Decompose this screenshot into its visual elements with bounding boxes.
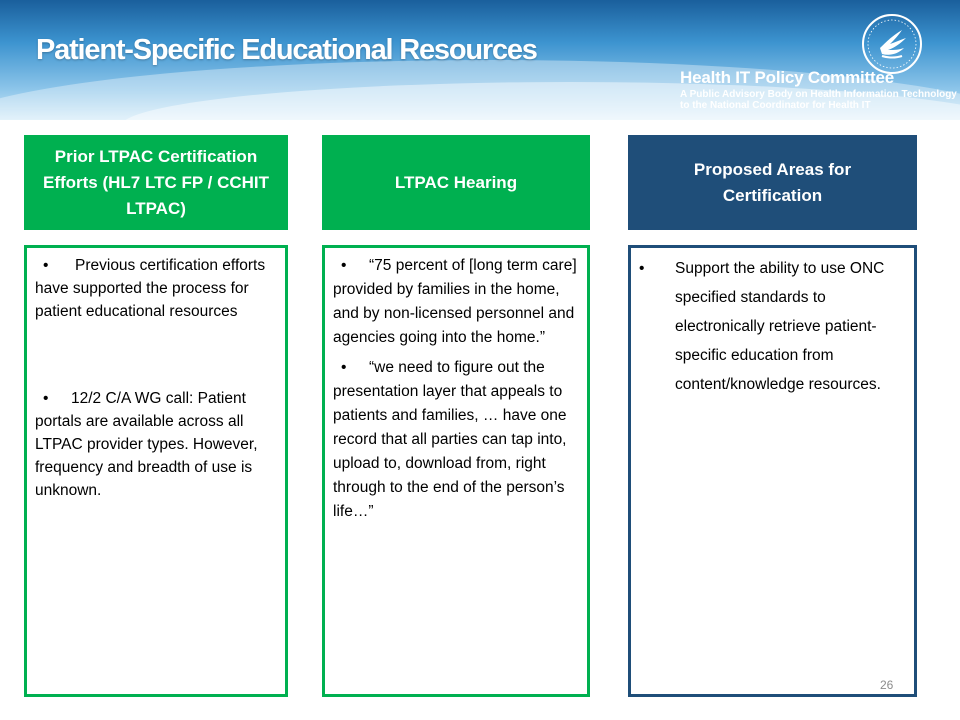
column-header-label: LTPAC Hearing xyxy=(394,172,518,192)
bullet-text: Support the ability to use ONC specified standards to electronically retrieve patient-specific education from content/knowledge resources. xyxy=(675,260,885,393)
bullet-dot-icon: • xyxy=(341,257,347,274)
bullet-list xyxy=(631,248,914,399)
bullet-item xyxy=(333,356,579,524)
bullet-item xyxy=(333,254,579,350)
bullet-item xyxy=(35,254,277,323)
column-body-prior-certification xyxy=(24,245,288,697)
column-header-label: Prior LTPAC Certification Efforts (HL7 LTC FP / CCHIT LTPAC) xyxy=(42,146,270,218)
header-banner xyxy=(0,0,960,120)
bullet-text: “we need to figure out the presentation layer that appeals to patients and families, … have one record that all parties can tap into, upload to, download from, right through to the end of the person’s life…” xyxy=(333,359,567,520)
column-header-proposed-areas xyxy=(628,135,917,230)
hitpc-logo xyxy=(630,12,955,116)
bullet-text: “75 percent of [long term care] provided by families in the home, and by non-licensed personnel and agencies going into the home.” xyxy=(333,257,577,346)
bullet-dot-icon: • xyxy=(639,260,645,277)
hhs-eagle-seal-icon xyxy=(860,12,924,76)
bullet-list xyxy=(27,248,285,502)
page-number: 26 xyxy=(880,678,894,692)
bullet-text: 12/2 C/A WG call: Patient portals are available across all LTPAC provider types. However, frequency and breadth of use is unknown. xyxy=(35,390,258,499)
bullet-list xyxy=(325,248,587,524)
bullet-dot-icon: • xyxy=(43,390,49,407)
bullet-dot-icon: • xyxy=(341,359,347,376)
bullet-text: Previous certification efforts have supported the process for patient educational resources xyxy=(35,257,266,320)
slide-title: Patient-Specific Educational Resources xyxy=(36,34,537,66)
org-subtitle-line1: A Public Advisory Body on Health Information Technology xyxy=(680,89,957,100)
bullet-dot-icon: • xyxy=(43,257,49,274)
column-body-proposed-areas xyxy=(628,245,917,697)
column-header-prior-certification xyxy=(24,135,288,230)
column-header-label: Proposed Areas for Certification xyxy=(693,159,852,205)
column-header-ltpac-hearing xyxy=(322,135,590,230)
column-body-ltpac-hearing xyxy=(322,245,590,697)
org-name: Health IT Policy Committee xyxy=(680,68,894,87)
org-subtitle xyxy=(680,89,960,111)
bullet-item xyxy=(35,387,277,502)
bullet-item xyxy=(639,254,900,399)
org-subtitle-line2: to the National Coordinator for Health IT xyxy=(680,100,871,111)
